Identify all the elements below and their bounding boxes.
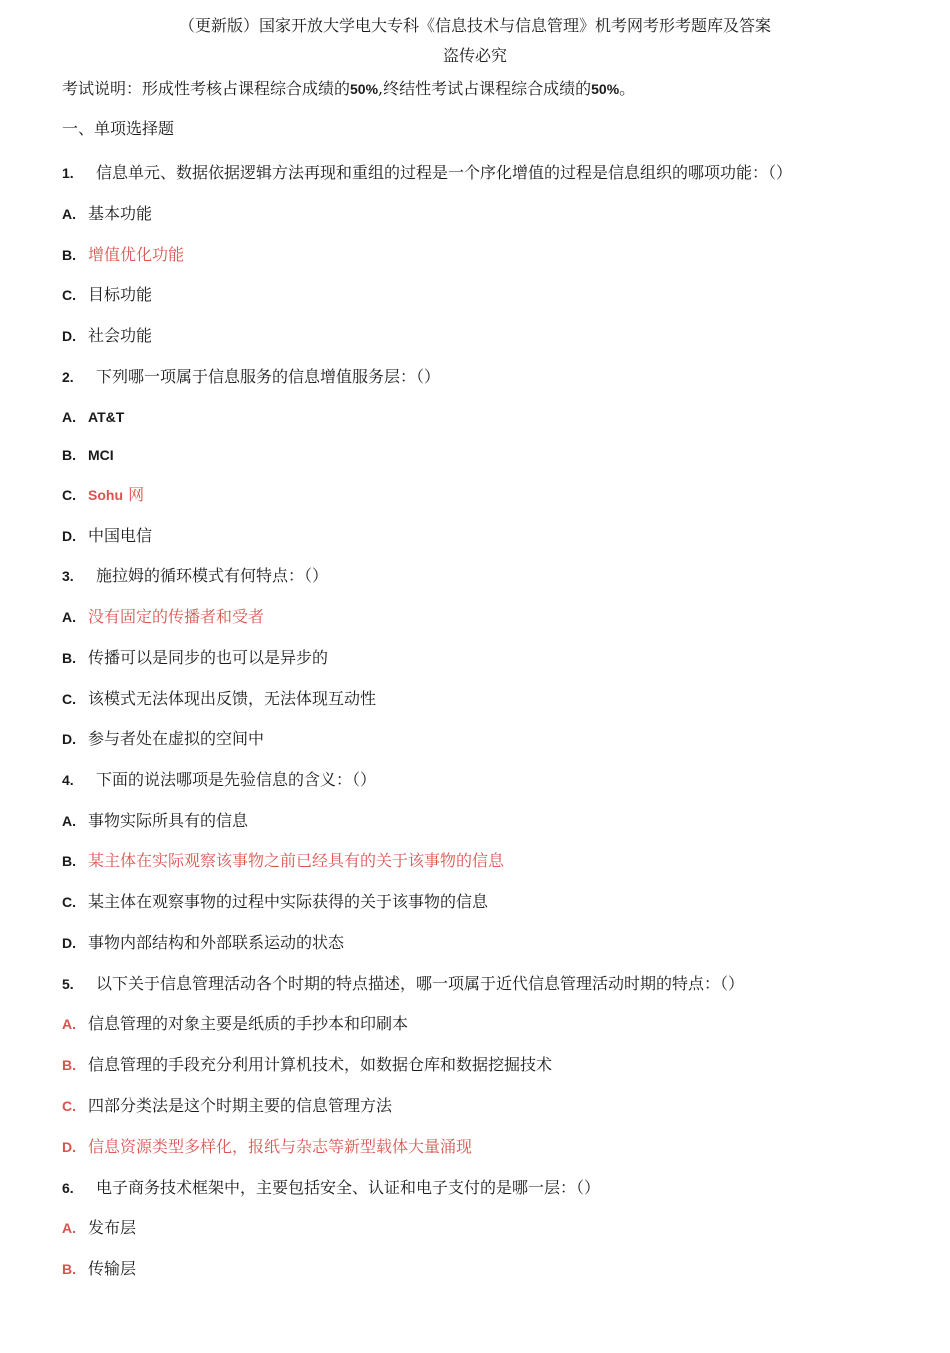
question-6 (62, 1177, 910, 1199)
option-4b (62, 850, 910, 872)
option-3d (62, 728, 910, 750)
option-1b (62, 244, 910, 266)
option-3a (62, 606, 910, 628)
question-2 (62, 366, 910, 388)
option-text-latin: Sohu (88, 487, 123, 503)
option-5a (62, 1013, 910, 1035)
question-number: 5. (62, 976, 74, 992)
document-title: （更新版）国家开放大学电大专科《信息技术与信息管理》机考网考形考题库及答案 (178, 16, 771, 35)
option-4a (62, 810, 910, 832)
option-label: D. (62, 528, 76, 544)
question-1 (62, 162, 910, 184)
option-text: 目标功能 (88, 285, 153, 304)
option-6b (62, 1258, 910, 1280)
question-number: 3. (62, 568, 74, 584)
option-label: A. (62, 609, 76, 625)
option-text: 信息资源类型多样化，报纸与杂志等新型载体大量涌现 (88, 1137, 473, 1156)
question-5 (62, 973, 910, 995)
question-text: 下面的说法哪项是先验信息的含义：（） (96, 770, 377, 789)
intro-suffix: 。 (619, 79, 636, 98)
option-label: B. (62, 447, 76, 463)
option-label: B. (62, 247, 76, 263)
intro-pct-final: 50% (591, 81, 620, 97)
option-text: 发布层 (88, 1218, 137, 1237)
option-3c (62, 688, 910, 710)
option-text: 信息管理的对象主要是纸质的手抄本和印刷本 (88, 1014, 409, 1033)
exam-instructions (62, 78, 910, 100)
question-number: 4. (62, 772, 74, 788)
option-text: 事物内部结构和外部联系运动的状态 (88, 933, 345, 952)
option-label: C. (62, 287, 76, 303)
question-text: 信息单元、数据依据逻辑方法再现和重组的过程是一个序化增值的过程是信息组织的哪项功能：（） (96, 163, 793, 182)
question-number: 1. (62, 165, 74, 181)
option-label: B. (62, 853, 76, 869)
option-1d (62, 325, 910, 347)
option-5b (62, 1054, 910, 1076)
option-label: B. (62, 650, 76, 666)
intro-middle: ,终结性考试占课程综合成绩的 (378, 79, 592, 98)
option-text: 信息管理的手段充分利用计算机技术，如数据仓库和数据挖掘技术 (88, 1055, 553, 1074)
intro-pct-formative: 50% (350, 81, 379, 97)
option-text: AT&T (88, 409, 125, 425)
option-text: 没有固定的传播者和受者 (88, 607, 265, 626)
option-label: C. (62, 894, 76, 910)
option-text: MCI (88, 447, 114, 463)
option-text: 中国电信 (88, 526, 153, 545)
option-label: D. (62, 731, 76, 747)
option-2d (62, 525, 910, 547)
option-1c (62, 284, 910, 306)
option-3b (62, 647, 910, 669)
option-label: B. (62, 1261, 76, 1277)
option-4d (62, 932, 910, 954)
option-text: 该模式无法体现出反馈，无法体现互动性 (88, 689, 377, 708)
option-4c (62, 891, 910, 913)
option-label: B. (62, 1057, 76, 1073)
option-2c (62, 484, 910, 506)
option-text: 传播可以是同步的也可以是异步的 (88, 648, 329, 667)
option-text: 四部分类法是这个时期主要的信息管理方法 (88, 1096, 393, 1115)
intro-prefix: 考试说明：形成性考核占课程综合成绩的 (62, 79, 351, 98)
option-text: 社会功能 (88, 326, 153, 345)
option-label: A. (62, 206, 76, 222)
option-label: A. (62, 813, 76, 829)
option-label: A. (62, 1220, 76, 1236)
option-2a (62, 406, 910, 428)
option-label: D. (62, 328, 76, 344)
option-5d (62, 1136, 910, 1158)
option-label: D. (62, 1139, 76, 1155)
option-text: 增值优化功能 (88, 245, 185, 264)
option-label: C. (62, 1098, 76, 1114)
option-6a (62, 1217, 910, 1239)
option-label: A. (62, 1016, 76, 1032)
question-text: 电子商务技术框架中，主要包括安全、认证和电子支付的是哪一层：（） (96, 1178, 601, 1197)
section-title: 一、单项选择题 (62, 119, 175, 138)
question-number: 6. (62, 1180, 74, 1196)
question-3 (62, 565, 910, 587)
option-text: 某主体在观察事物的过程中实际获得的关于该事物的信息 (88, 892, 489, 911)
option-label: A. (62, 409, 76, 425)
option-text: 传输层 (88, 1259, 137, 1278)
question-4 (62, 769, 910, 791)
option-label: C. (62, 487, 76, 503)
option-2b (62, 444, 910, 466)
question-number: 2. (62, 369, 74, 385)
option-label: C. (62, 691, 76, 707)
document-subtitle: 盗传必究 (442, 46, 507, 65)
option-text: 网 (128, 485, 145, 504)
option-1a (62, 203, 910, 225)
question-text: 下列哪一项属于信息服务的信息增值服务层：（） (96, 367, 441, 386)
question-text: 施拉姆的循环模式有何特点：（） (96, 566, 329, 585)
option-label: D. (62, 935, 76, 951)
option-text: 事物实际所具有的信息 (88, 811, 249, 830)
option-text: 某主体在实际观察该事物之前已经具有的关于该事物的信息 (88, 851, 505, 870)
option-5c (62, 1095, 910, 1117)
option-text: 基本功能 (88, 204, 153, 223)
question-text: 以下关于信息管理活动各个时期的特点描述，哪一项属于近代信息管理活动时期的特点：（） (96, 974, 745, 993)
option-text: 参与者处在虚拟的空间中 (88, 729, 265, 748)
